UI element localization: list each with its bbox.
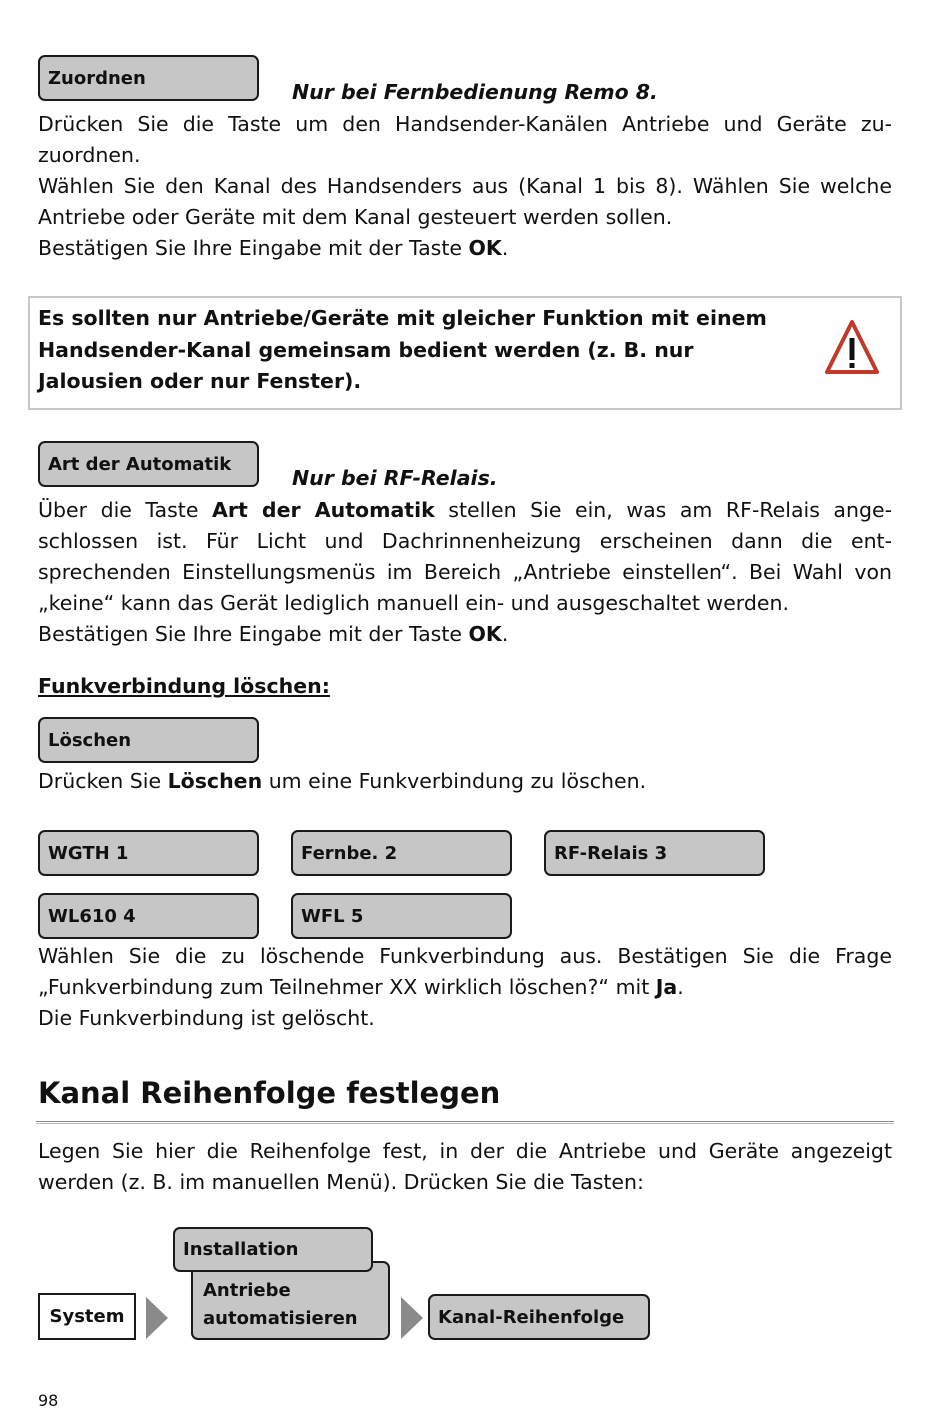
antriebe-label-line-2: automatisieren [203,1308,358,1329]
zuordnen-line-4: Antriebe oder Geräte mit dem Kanal gesteuert werden sollen. [38,205,673,229]
automatik-line-3: sprechenden Einstellungsmenüs im Bereich „Antriebe einstellen“. Bei Wahl von [38,560,892,584]
zuordnen-line-3: Wählen Sie den Kanal des Handsenders aus (Kanal 1 bis 8). Wählen Sie welche [38,174,892,198]
system-button[interactable]: System [38,1293,136,1340]
loeschen-line-3: Die Funkverbindung ist gelöscht. [38,1006,375,1030]
ok-key-label: OK [468,236,502,260]
loeschen-text: Drücken Sie Löschen um eine Funkverbindung zu löschen. [38,769,647,793]
kanal-reihenfolge-button[interactable]: Kanal-Reihenfolge [428,1294,650,1340]
device-button-fernbe-2[interactable]: Fernbe. 2 [291,830,512,876]
zuordnen-line-1: Drücken Sie die Taste um den Handsender-Kanälen Antriebe und Geräte zu- [38,112,892,136]
loeschen-instructions [38,941,892,1034]
section-title: Kanal Reihenfolge festlegen [38,1076,501,1110]
installation-tab[interactable]: Installation [173,1227,373,1272]
device-button-rf-relais-3[interactable]: RF-Relais 3 [544,830,765,876]
loeschen-heading: Funkverbindung löschen: [38,674,330,698]
zuordnen-text [38,109,892,264]
page-number: 98 [38,1391,59,1410]
loeschen-button[interactable]: Löschen [38,717,259,763]
warning-text [38,303,808,398]
zuordnen-note: Nur bei Fernbedienung Remo 8. [292,80,658,104]
kanal-text [38,1136,892,1198]
zuordnen-line-2: zuordnen. [38,143,141,167]
loeschen-line-1: Wählen Sie die zu löschende Funkverbindung aus. Bestätigen Sie die Frage [38,944,892,968]
art-der-automatik-button[interactable]: Art der Automatik [38,441,259,487]
automatik-line-1: Über die Taste Art der Automatik stellen Sie ein, was am RF-Relais ange- [38,498,893,522]
device-button-wgth-1[interactable]: WGTH 1 [38,830,259,876]
device-button-wfl-5[interactable]: WFL 5 [291,893,512,939]
kanal-line-1: Legen Sie hier die Reihenfolge fest, in der die Antriebe und Geräte angezeigt [38,1139,892,1163]
antriebe-automatisieren-button[interactable] [191,1261,390,1340]
warning-triangle-icon [824,318,880,376]
automatik-line-4: „keine“ kann das Gerät lediglich manuell ein- und ausgeschaltet werden. [38,591,790,615]
automatik-line-2: schlossen ist. Für Licht und Dachrinnenheizung erscheinen dann die ent- [38,529,892,553]
device-button-wl610-4[interactable]: WL610 4 [38,893,259,939]
arrow-right-icon [401,1297,423,1339]
zuordnen-button[interactable]: Zuordnen [38,55,259,101]
warning-line-1: Es sollten nur Antriebe/Geräte mit gleicher Funktion mit einem [38,306,767,330]
antriebe-label-line-1: Antriebe [203,1280,291,1301]
automatik-text [38,495,892,650]
loeschen-line-2: „Funkverbindung zum Teilnehmer XX wirklich löschen?“ mit Ja. [38,975,684,999]
section-divider [36,1121,894,1124]
kanal-line-2: werden (z. B. im manuellen Menü). Drücken Sie die Tasten: [38,1170,644,1194]
automatik-note: Nur bei RF-Relais. [292,466,498,490]
zuordnen-confirm: Bestätigen Sie Ihre Eingabe mit der Taste OK. [38,236,509,260]
warning-line-2: Handsender-Kanal gemeinsam bedient werden (z. B. nur [38,337,694,362]
warning-line-3: Jalousien oder nur Fenster). [38,369,362,393]
automatik-confirm: Bestätigen Sie Ihre Eingabe mit der Taste OK. [38,622,509,646]
arrow-right-icon [146,1297,168,1339]
